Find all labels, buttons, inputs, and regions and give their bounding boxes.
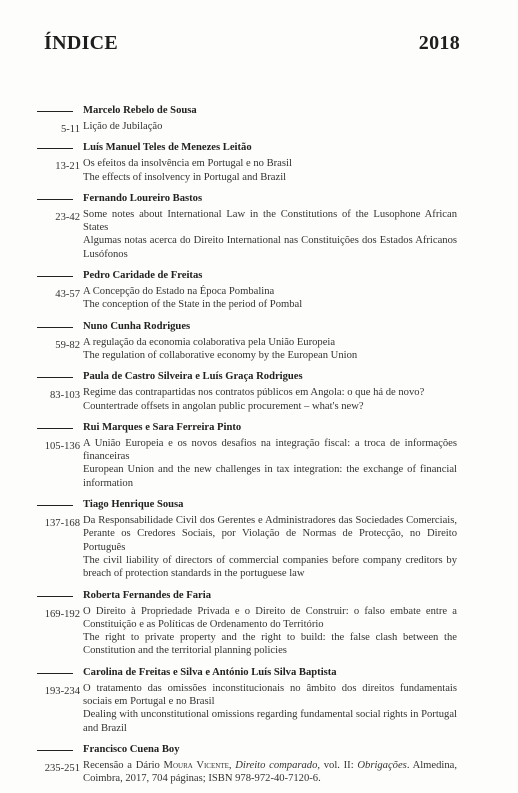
article-title: O tratamento das omissões inconstitucionais no âmbito dos direitos fundamentais sociais em Portugal e no Brasil bbox=[83, 682, 457, 708]
page-range: 235-251 bbox=[44, 762, 80, 774]
article-title-translation: The civil liability of directors of commercial companies before company creditors by breach of protection standards in the portuguese law bbox=[83, 554, 457, 580]
article-title: A Concepção do Estado na Época Pombalina bbox=[83, 286, 275, 298]
toc-entry bbox=[35, 588, 457, 658]
review-volume: , vol. II: bbox=[317, 759, 358, 771]
entry-rule bbox=[37, 276, 73, 277]
entry-rule bbox=[37, 377, 73, 378]
review-prefix: Recensão a Dário bbox=[83, 759, 164, 771]
author-name: Tiago Henrique Sousa bbox=[83, 499, 184, 511]
entry-rule bbox=[37, 505, 73, 506]
article-title-translation: The effects of insolvency in Portugal and Brazil bbox=[83, 171, 287, 183]
page-range: 23-42 bbox=[55, 211, 80, 223]
toc-entry bbox=[35, 268, 457, 312]
article-title-translation: Countertrade offsets in angolan public procurement – what's new? bbox=[83, 400, 364, 412]
author-name: Fernando Loureiro Bastos bbox=[83, 192, 203, 204]
toc-entry bbox=[35, 319, 457, 363]
author-name: Roberta Fernandes de Faria bbox=[83, 589, 211, 601]
page-range: 105-136 bbox=[44, 440, 80, 452]
page-range: 137-168 bbox=[44, 518, 80, 530]
review-book-title: Direito comparado bbox=[235, 759, 318, 771]
author-name: Paula de Castro Silveira e Luís Graça Rodrigues bbox=[83, 371, 303, 383]
article-title: A União Europeia e os novos desafios na integração fiscal: a troca de informações financeiras bbox=[83, 437, 457, 463]
review-separator: , bbox=[228, 759, 236, 771]
author-name: Carolina de Freitas e Silva e António Luís Silva Baptista bbox=[83, 666, 337, 678]
author-name: Rui Marques e Sara Ferreira Pinto bbox=[83, 421, 242, 433]
author-name: Pedro Caridade de Freitas bbox=[83, 270, 203, 282]
toc-entry bbox=[35, 665, 457, 735]
review-publication-details: . Almedina, Coimbra, 2017, 704 páginas; ISBN 978-972-40-7120-6. bbox=[83, 759, 458, 785]
author-name: Francisco Cuena Boy bbox=[83, 743, 180, 755]
entry-rule bbox=[37, 199, 73, 200]
article-title-translation: Dealing with unconstitutional omissions regarding fundamental social rights in Portugal and Brazil bbox=[83, 709, 457, 734]
entry-rule bbox=[37, 327, 73, 328]
entry-rule bbox=[37, 673, 73, 674]
book-review bbox=[83, 759, 457, 786]
toc-entry bbox=[35, 369, 457, 413]
review-author-surname: Moura Vicente bbox=[163, 759, 229, 771]
entry-rule bbox=[37, 750, 73, 751]
author-name: Nuno Cunha Rodrigues bbox=[83, 320, 191, 332]
toc-entry bbox=[35, 103, 457, 133]
page-range: 13-21 bbox=[55, 161, 80, 173]
page-header bbox=[44, 32, 460, 55]
entry-rule bbox=[37, 428, 73, 429]
author-name: Luís Manuel Teles de Menezes Leitão bbox=[83, 142, 252, 154]
toc-entry bbox=[35, 420, 457, 490]
toc-entry bbox=[35, 742, 457, 786]
page-range: 5-11 bbox=[60, 124, 80, 135]
entry-rule bbox=[37, 111, 73, 112]
page-range: 43-57 bbox=[55, 289, 80, 301]
page-range: 83-103 bbox=[49, 390, 80, 402]
article-title-translation: The right to private property and the right to build: the false clash between the Constitution and the territorial planning policies bbox=[83, 632, 457, 657]
index-title: ÍNDICE bbox=[44, 32, 119, 54]
article-title: Da Responsabilidade Civil dos Gerentes e Administradores das Sociedades Comerciais, Perante os Credores Sociais, por Violação de Normas de Protecção, no Direito Português bbox=[83, 515, 457, 553]
toc-entry bbox=[35, 140, 457, 184]
review-volume-title: Obrigações bbox=[357, 759, 407, 771]
toc-entry bbox=[35, 497, 457, 580]
author-name: Marcelo Rebelo de Sousa bbox=[83, 105, 197, 116]
article-title-translation: European Union and the new challenges in tax integration: the exchange of financial information bbox=[83, 464, 457, 489]
page-range: 59-82 bbox=[55, 339, 80, 351]
article-title-translation: The regulation of collaborative economy by the European Union bbox=[83, 349, 358, 361]
table-of-contents bbox=[35, 103, 457, 793]
page-range: 193-234 bbox=[44, 685, 80, 697]
article-title-translation: The conception of the State in the period of Pombal bbox=[83, 299, 303, 311]
article-title-translation: Algumas notas acerca do Direito International nas Constituições dos Estados Africanos Lusófonos bbox=[83, 235, 457, 260]
entry-rule bbox=[37, 148, 73, 149]
article-title: O Direito à Propriedade Privada e o Direito de Construir: o falso embate entre a Constituição e as Políticas de Ordenamento do Território bbox=[83, 605, 457, 630]
article-title: Lição de Jubilação bbox=[83, 121, 163, 132]
toc-entry bbox=[35, 191, 457, 261]
year-label: 2018 bbox=[418, 32, 460, 54]
entry-rule bbox=[37, 596, 73, 597]
article-title: Regime das contrapartidas nos contratos públicos em Angola: o que há de novo? bbox=[83, 387, 425, 399]
article-title: Os efeitos da insolvência em Portugal e no Brasil bbox=[83, 158, 292, 170]
article-title: Some notes about International Law in the Constitutions of the Lusophone African States bbox=[83, 208, 457, 234]
article-title: A regulação da economia colaborativa pela União Europeia bbox=[83, 336, 336, 348]
page-range: 169-192 bbox=[44, 608, 80, 620]
